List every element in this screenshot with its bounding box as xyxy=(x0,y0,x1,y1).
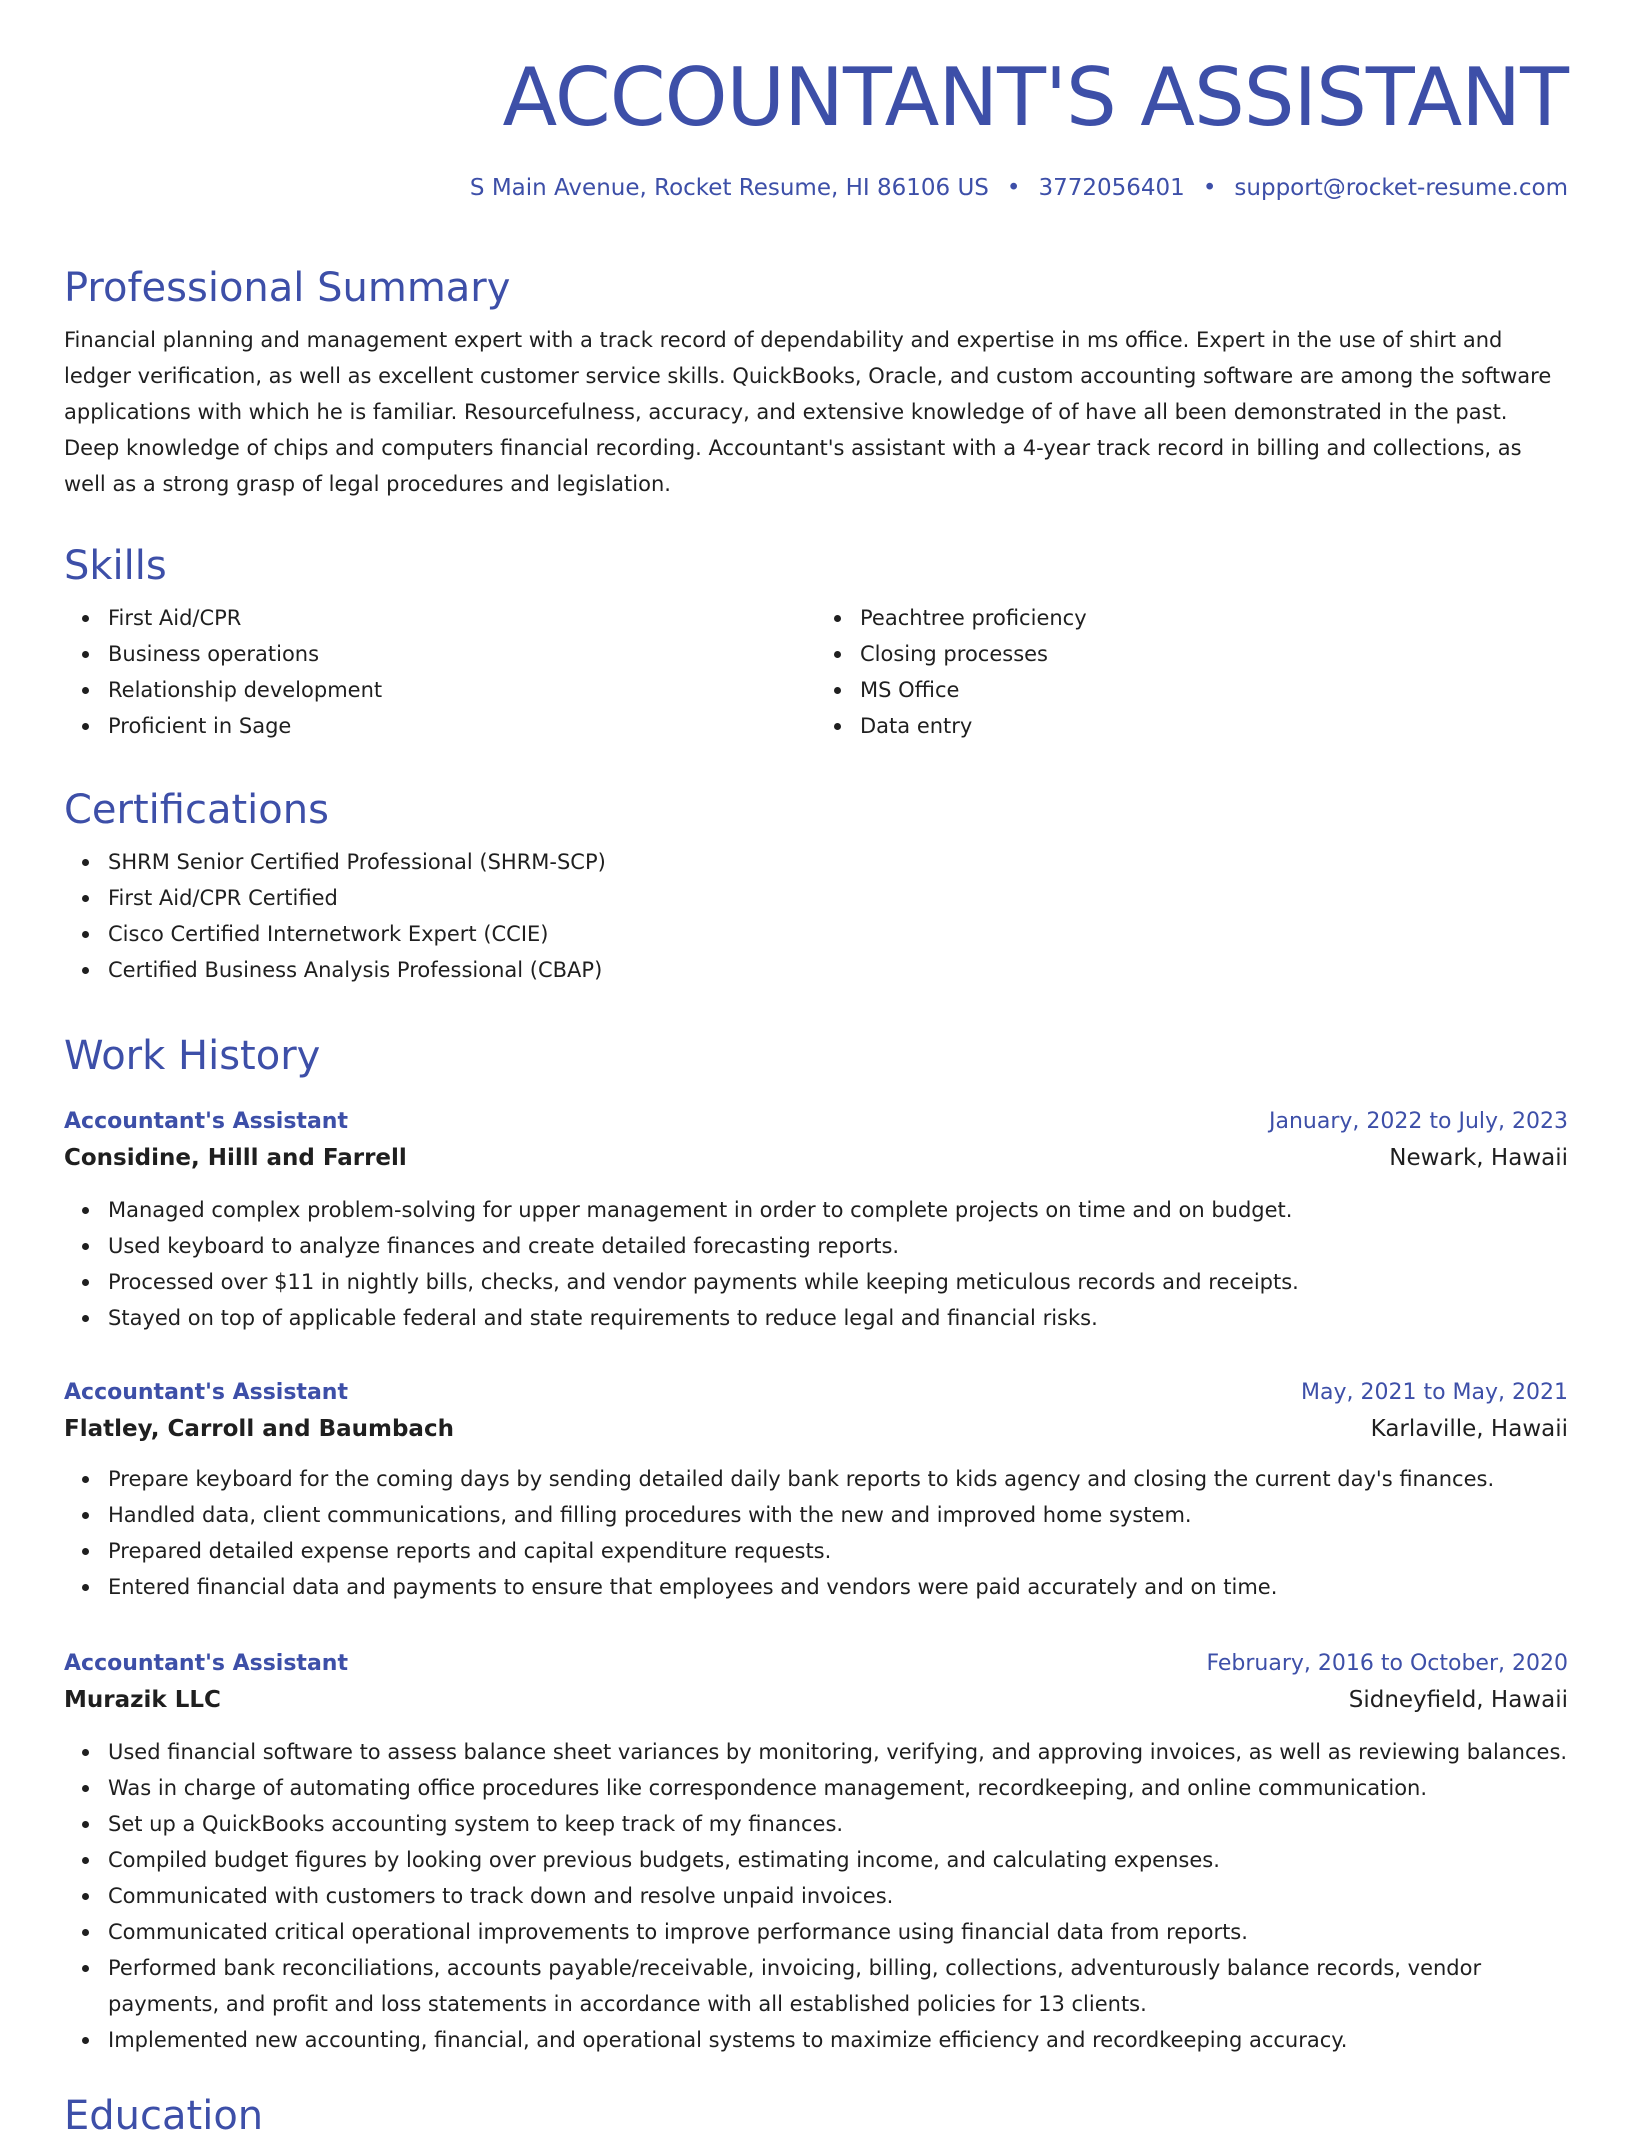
list-item: Performed bank reconciliations, accounts payable/receivable, invoicing, billing, collections, adventurously balance records, vendor payments, and profit and loss statements in accordance with all established policies for 13 clients. xyxy=(108,1950,1568,2022)
skills-list-right xyxy=(816,600,1568,744)
contact-phone: 3772056401 xyxy=(1038,175,1185,201)
resume-header xyxy=(64,50,1568,204)
contact-line xyxy=(64,172,1568,204)
candidate-name: ACCOUNTANT'S ASSISTANT xyxy=(502,51,1568,144)
list-item: Entered financial data and payments to ensure that employees and vendors were paid accurately and on time. xyxy=(108,1569,1568,1605)
list-item: Closing processes xyxy=(860,636,1568,672)
contact-separator: • xyxy=(1006,175,1021,201)
work-history-title: Work History xyxy=(64,1033,321,1079)
job-title: Accountant's Assistant xyxy=(64,1380,348,1405)
job-title: Accountant's Assistant xyxy=(64,1651,348,1676)
job-location: Karlaville, Hawaii xyxy=(1370,1416,1568,1442)
job-entry xyxy=(64,1646,1568,2058)
list-item: MS Office xyxy=(860,672,1568,708)
list-item: Used financial software to assess balance sheet variances by monitoring, verifying, and approving invoices, as well as reviewing balances. xyxy=(108,1734,1568,1770)
job-dates: May, 2021 to May, 2021 xyxy=(1301,1380,1568,1405)
list-item: First Aid/CPR Certified xyxy=(108,880,1568,916)
certifications-section xyxy=(64,784,1568,988)
job-entry xyxy=(64,1104,1568,1336)
summary-title: Professional Summary xyxy=(64,265,511,311)
list-item: Prepared detailed expense reports and capital expenditure requests. xyxy=(108,1533,1568,1569)
skills-grid xyxy=(64,600,1568,744)
job-bullets xyxy=(64,1734,1568,2058)
job-header-row xyxy=(64,1646,1568,1682)
job-bullets xyxy=(64,1192,1568,1336)
list-item: Peachtree proficiency xyxy=(860,600,1568,636)
list-item: Cisco Certified Internetwork Expert (CCIE) xyxy=(108,916,1568,952)
list-item: Implemented new accounting, financial, and operational systems to maximize efficiency and recordkeeping accuracy. xyxy=(108,2022,1568,2058)
job-bullets xyxy=(64,1461,1568,1605)
list-item: Set up a QuickBooks accounting system to keep track of my finances. xyxy=(108,1806,1568,1842)
list-item: SHRM Senior Certified Professional (SHRM-SCP) xyxy=(108,844,1568,880)
list-item: Handled data, client communications, and filling procedures with the new and improved home system. xyxy=(108,1497,1568,1533)
job-location: Newark, Hawaii xyxy=(1389,1145,1568,1171)
list-item: Used keyboard to analyze finances and create detailed forecasting reports. xyxy=(108,1228,1568,1264)
list-item: Processed over $11 in nightly bills, checks, and vendor payments while keeping meticulous records and receipts. xyxy=(108,1264,1568,1300)
job-company: Considine, Hilll and Farrell xyxy=(64,1145,407,1171)
list-item: Proficient in Sage xyxy=(108,708,816,744)
job-header-row xyxy=(64,1104,1568,1140)
list-item: Prepare keyboard for the coming days by sending detailed daily bank reports to kids agency and closing the current day's finances. xyxy=(108,1461,1568,1497)
list-item: Communicated with customers to track down and resolve unpaid invoices. xyxy=(108,1878,1568,1914)
list-item: Data entry xyxy=(860,708,1568,744)
list-item: Certified Business Analysis Professional (CBAP) xyxy=(108,952,1568,988)
summary-text: Financial planning and management expert with a track record of dependability and expertise in ms office. Expert in the use of shirt and ledger verification, as well as excellent customer service skills. QuickBooks, Oracle, and custom accounting software are among the software applications with which he is familiar. Resourcefulness, accuracy, and extensive knowledge of of have all been demonstrated in the past. Deep knowledge of chips and computers financial recording. Accountant's assistant with a 4-year track record in billing and collections, as well as a strong grasp of legal procedures and legislation. xyxy=(64,328,1552,496)
job-dates: February, 2016 to October, 2020 xyxy=(1206,1651,1568,1676)
job-entry xyxy=(64,1375,1568,1605)
contact-email[interactable]: support@rocket-resume.com xyxy=(1234,175,1568,201)
list-item: Business operations xyxy=(108,636,816,672)
skills-section xyxy=(64,540,1568,744)
summary-section xyxy=(64,262,1568,502)
list-item: Compiled budget figures by looking over previous budgets, estimating income, and calculating expenses. xyxy=(108,1842,1568,1878)
list-item: Communicated critical operational improvements to improve performance using financial data from reports. xyxy=(108,1914,1568,1950)
skills-title: Skills xyxy=(64,543,167,589)
resume-page xyxy=(64,0,1568,2139)
job-location: Sidneyfield, Hawaii xyxy=(1348,1687,1568,1713)
work-history-section xyxy=(64,1030,1568,1082)
job-header-row xyxy=(64,1375,1568,1411)
job-company-row xyxy=(64,1140,1568,1176)
list-item: Stayed on top of applicable federal and state requirements to reduce legal and financial risks. xyxy=(108,1300,1568,1336)
job-title: Accountant's Assistant xyxy=(64,1109,348,1134)
job-company: Murazik LLC xyxy=(64,1687,221,1713)
job-dates: January, 2022 to July, 2023 xyxy=(1269,1109,1568,1134)
job-company: Flatley, Carroll and Baumbach xyxy=(64,1416,454,1442)
skills-list-left xyxy=(64,600,816,744)
education-title: Education xyxy=(64,2093,264,2139)
contact-address: S Main Avenue, Rocket Resume, HI 86106 US xyxy=(469,175,989,201)
job-company-row xyxy=(64,1411,1568,1447)
education-section xyxy=(64,2090,1568,2142)
list-item: Managed complex problem-solving for upper management in order to complete projects on time and on budget. xyxy=(108,1192,1568,1228)
list-item: Relationship development xyxy=(108,672,816,708)
contact-separator: • xyxy=(1202,175,1217,201)
job-company-row xyxy=(64,1682,1568,1718)
certifications-list xyxy=(64,844,1568,988)
certifications-title: Certifications xyxy=(64,787,329,833)
list-item: Was in charge of automating office procedures like correspondence management, recordkeeping, and online communication. xyxy=(108,1770,1568,1806)
list-item: First Aid/CPR xyxy=(108,600,816,636)
